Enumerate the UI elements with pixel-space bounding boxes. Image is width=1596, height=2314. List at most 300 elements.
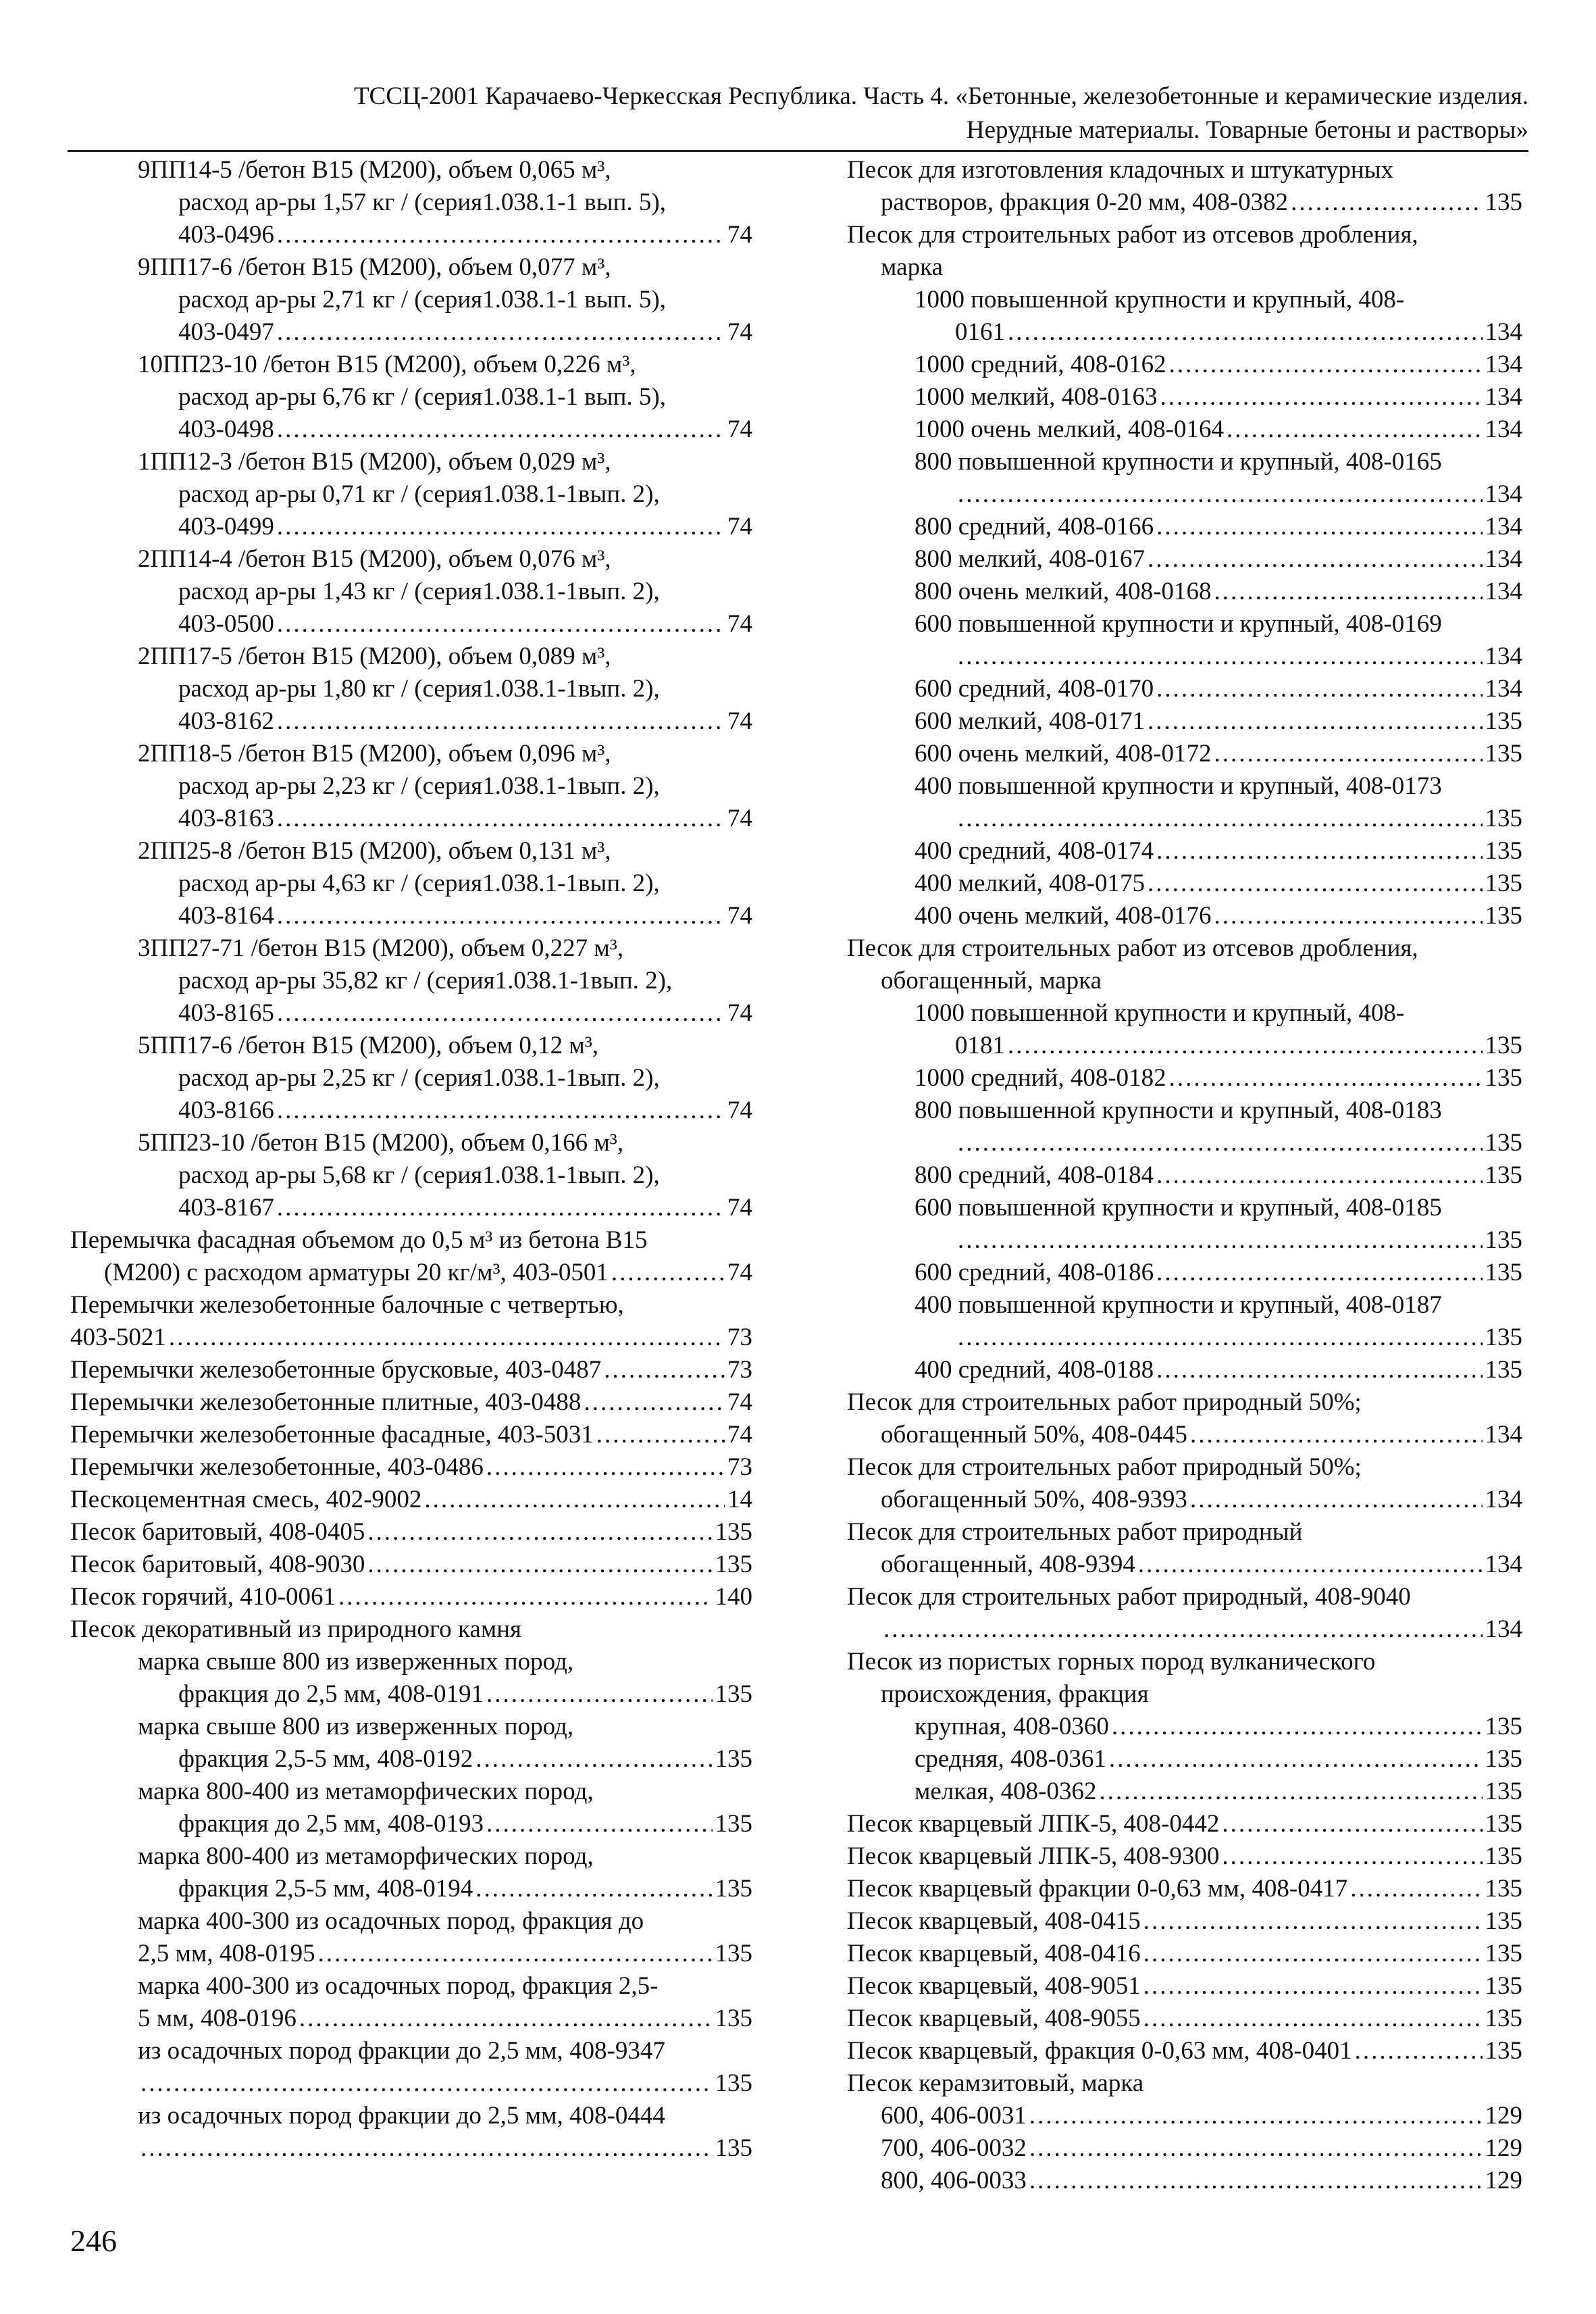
dot-leader: [277, 316, 725, 349]
dot-leader: [1214, 576, 1482, 608]
entry-text: 403-8166: [178, 1097, 274, 1124]
dot-leader: [486, 1808, 713, 1840]
entry-page-number: 135: [1485, 1713, 1522, 1740]
index-entry: [70, 1613, 752, 1646]
index-entry: [847, 2165, 1522, 2197]
entry-text: Песок кварцевый, фракция 0-0,63 мм, 408-0401: [847, 2037, 1352, 2065]
entry-text: обогащенный, марка: [881, 967, 1102, 995]
index-entry: [847, 1289, 1522, 1322]
dot-leader: [1160, 381, 1482, 413]
index-entry: [70, 1354, 752, 1386]
entry-page-number: 134: [1485, 318, 1522, 346]
entry-text: 10ПП23-10 /бетон В15 (М200), объем 0,226 м³,: [138, 351, 636, 378]
index-column-left: [70, 154, 752, 2165]
entry-page-number: 134: [1485, 416, 1522, 443]
dot-leader: [367, 1516, 712, 1549]
entry-page-number: 135: [715, 2005, 752, 2032]
entry-text: расход ар-ры 1,80 кг / (серия1.038.1-1вып. 2),: [178, 675, 660, 703]
entry-page-number: 73: [727, 1324, 752, 1351]
index-entry: [70, 511, 752, 543]
entry-text: фракция 2,5-5 мм, 408-0194: [178, 1875, 473, 1903]
entry-page-number: 135: [1485, 1810, 1522, 1838]
entry-text: 403-8165: [178, 999, 274, 1027]
index-entry: [847, 413, 1522, 446]
page-number: 246: [70, 2223, 117, 2258]
entry-page-number: 129: [1485, 2167, 1522, 2194]
index-entry: [70, 803, 752, 835]
entry-text: обогащенный, 408-9394: [881, 1551, 1135, 1578]
dot-leader: [169, 1322, 725, 1354]
dot-leader: [1156, 511, 1482, 543]
entry-text: марка свыше 800 из изверженных пород,: [138, 1648, 574, 1676]
entry-page-number: 74: [727, 805, 752, 832]
index-entry: [847, 478, 1522, 511]
entry-text: Песок кварцевый ЛПК-5, 408-9300: [847, 1842, 1220, 1870]
dot-leader: [1222, 1808, 1482, 1840]
dot-leader: [1143, 1905, 1483, 1938]
entry-page-number: 135: [1485, 1940, 1522, 1967]
dot-leader: [1169, 1062, 1483, 1095]
dot-leader: [584, 1386, 725, 1419]
index-entry: [847, 1159, 1522, 1192]
entry-page-number: 135: [715, 1551, 752, 1578]
index-entry: [70, 1386, 752, 1419]
entry-text: 2ПП25-8 /бетон В15 (М200), объем 0,131 м³,: [138, 837, 611, 865]
entry-text: Песок для строительных работ природный 50%;: [847, 1388, 1362, 1416]
entry-page-number: 73: [727, 1453, 752, 1481]
entry-text: 800 средний, 408-0184: [915, 1161, 1154, 1189]
entry-page-number: 135: [715, 1680, 752, 1708]
index-entry: [847, 1484, 1522, 1516]
entry-text: марка 400-300 из осадочных пород, фракция до: [138, 1907, 644, 1935]
entry-text: расход ар-ры 2,71 кг / (серия1.038.1-1 вып. 5),: [178, 286, 666, 313]
index-entry: [70, 543, 752, 576]
index-entry: [70, 2003, 752, 2035]
entry-text: 600 повышенной крупности и крупный, 408-0185: [915, 1194, 1442, 1222]
entry-text: 2ПП18-5 /бетон В15 (М200), объем 0,096 м³,: [138, 740, 611, 768]
index-column-right: [847, 154, 1522, 2197]
dot-leader: [958, 1224, 1483, 1257]
entry-page-number: 74: [727, 1259, 752, 1286]
entry-text: 403-8167: [178, 1194, 274, 1222]
entry-text: Перемычки железобетонные, 403-0486: [70, 1453, 484, 1481]
entry-text: Перемычки железобетонные брусковые, 403-0487: [70, 1356, 602, 1384]
entry-text: 1000 средний, 408-0162: [915, 351, 1166, 378]
entry-text: 400 повышенной крупности и крупный, 408-0187: [915, 1291, 1442, 1319]
entry-page-number: 135: [1485, 1259, 1522, 1286]
entry-text: Песок кварцевый ЛПК-5, 408-0442: [847, 1810, 1220, 1838]
dot-leader: [486, 1451, 725, 1484]
index-entry: [847, 251, 1522, 284]
entry-text: 800 мелкий, 408-0167: [915, 545, 1145, 573]
index-entry: [847, 349, 1522, 381]
entry-page-number: 135: [1485, 1324, 1522, 1351]
index-entry: [847, 1873, 1522, 1905]
index-entry: [70, 1289, 752, 1322]
dot-leader: [318, 1938, 713, 1970]
dot-leader: [277, 511, 725, 543]
entry-text: обогащенный 50%, 408-0445: [881, 1421, 1187, 1449]
entry-text: 400 очень мелкий, 408-0176: [915, 902, 1212, 930]
entry-page-number: 135: [715, 2069, 752, 2097]
index-entry: [847, 1646, 1522, 1678]
entry-text: 400 мелкий, 408-0175: [915, 870, 1145, 897]
dot-leader: [1222, 1840, 1482, 1873]
entry-page-number: 135: [1485, 902, 1522, 930]
index-entry: [70, 1938, 752, 1970]
entry-page-number: 135: [1485, 1064, 1522, 1092]
index-entry: [70, 1549, 752, 1581]
index-entry: [847, 1613, 1522, 1646]
dot-leader: [277, 705, 725, 738]
index-entry: [70, 640, 752, 673]
entry-text: Перемычка фасадная объемом до 0,5 м³ из бетона В15: [70, 1226, 648, 1254]
entry-text: расход ар-ры 2,25 кг / (серия1.038.1-1вып. 2),: [178, 1064, 660, 1092]
index-entry: [70, 1030, 752, 1062]
entry-text: 3ПП27-71 /бетон В15 (М200), объем 0,227 м³,: [138, 934, 624, 962]
entry-page-number: 134: [1485, 1421, 1522, 1449]
entry-text: средняя, 408-0361: [915, 1745, 1106, 1773]
entry-page-number: 135: [1485, 1842, 1522, 1870]
dot-leader: [958, 640, 1483, 673]
entry-text: 600 средний, 408-0186: [915, 1259, 1154, 1286]
entry-page-number: 140: [715, 1583, 752, 1611]
dot-leader: [1227, 413, 1483, 446]
dot-leader: [1008, 316, 1483, 349]
index-entry: [847, 316, 1522, 349]
index-entry: [847, 1322, 1522, 1354]
entry-page-number: 135: [1485, 1907, 1522, 1935]
entry-text: Песок для строительных работ природный: [847, 1518, 1303, 1546]
dot-leader: [1190, 1484, 1483, 1516]
entry-page-number: 135: [1485, 1745, 1522, 1773]
index-entry: [847, 867, 1522, 900]
index-entry: [847, 997, 1522, 1030]
dot-leader: [277, 900, 725, 932]
entry-text: 5ПП23-10 /бетон В15 (М200), объем 0,166 м³,: [138, 1129, 624, 1157]
index-entry: [70, 2035, 752, 2067]
index-entry: [70, 1970, 752, 2003]
index-entry: [847, 2067, 1522, 2100]
index-entry: [847, 1743, 1522, 1776]
entry-page-number: 74: [727, 221, 752, 249]
index-entry: [70, 1840, 752, 1873]
entry-text: 2ПП14-4 /бетон В15 (М200), объем 0,076 м³,: [138, 545, 611, 573]
dot-leader: [475, 1743, 712, 1776]
dot-leader: [486, 1678, 713, 1711]
entry-page-number: 134: [1485, 480, 1522, 508]
entry-page-number: 134: [1485, 643, 1522, 670]
dot-leader: [1148, 543, 1483, 576]
entry-page-number: 14: [727, 1486, 752, 1513]
entry-text: 800 средний, 408-0166: [915, 513, 1154, 540]
entry-text: 2,5 мм, 408-0195: [138, 1940, 315, 1967]
index-entry: [847, 219, 1522, 251]
entry-text: расход ар-ры 4,63 кг / (серия1.038.1-1вып. 2),: [178, 870, 660, 897]
entry-page-number: 134: [1485, 1551, 1522, 1578]
index-entry: [847, 1581, 1522, 1613]
header-line-1: ТССЦ-2001 Карачаево-Черкесская Республика. Часть 4. «Бетонные, железобетонные и керамические изделия.: [353, 82, 1528, 110]
entry-page-number: 74: [727, 1421, 752, 1449]
entry-page-number: 135: [1485, 740, 1522, 768]
entry-page-number: 135: [1485, 707, 1522, 735]
entry-page-number: 135: [715, 2134, 752, 2162]
entry-text: 400 повышенной крупности и крупный, 408-0173: [915, 772, 1442, 800]
entry-text: 5 мм, 408-0196: [138, 2005, 297, 2032]
entry-page-number: 129: [1485, 2134, 1522, 2162]
index-entry: [70, 1257, 752, 1289]
entry-page-number: 134: [1485, 513, 1522, 540]
index-entry: [847, 1030, 1522, 1062]
entry-text: 1000 средний, 408-0182: [915, 1064, 1166, 1092]
index-entry: [847, 673, 1522, 705]
entry-page-number: 135: [1485, 1226, 1522, 1254]
index-entry: [70, 251, 752, 284]
index-entry: [70, 1678, 752, 1711]
entry-text: Песок кварцевый, 408-0416: [847, 1940, 1141, 1967]
entry-text: Перемычки железобетонные плитные, 403-0488: [70, 1388, 582, 1416]
entry-page-number: 74: [727, 902, 752, 930]
entry-text: 1000 повышенной крупности и крупный, 408-: [915, 999, 1405, 1027]
dot-leader: [883, 1613, 1483, 1646]
index-entry: [70, 1159, 752, 1192]
dot-leader: [424, 1484, 725, 1516]
index-entry: [70, 770, 752, 803]
dot-leader: [1143, 2003, 1483, 2035]
entry-text: 403-0498: [178, 416, 274, 443]
entry-text: Песок кварцевый фракции 0-0,63 мм, 408-0417: [847, 1875, 1348, 1903]
entry-text: (М200) с расходом арматуры 20 кг/м³, 403-0501: [104, 1259, 609, 1286]
index-entry: [847, 1711, 1522, 1743]
entry-text: крупная, 408-0360: [915, 1713, 1109, 1740]
entry-text: марка 400-300 из осадочных пород, фракция 2,5-: [138, 1972, 659, 2000]
index-entry: [70, 1062, 752, 1095]
index-entry: [70, 608, 752, 640]
index-entry: [70, 2132, 752, 2165]
dot-leader: [277, 413, 725, 446]
entry-page-number: 135: [1485, 2005, 1522, 2032]
index-entry: [70, 1905, 752, 1938]
index-entry: [70, 835, 752, 867]
index-entry: [847, 186, 1522, 219]
index-entry: [847, 2100, 1522, 2132]
dot-leader: [1029, 2100, 1483, 2132]
header-rule: [68, 150, 1528, 152]
index-entry: [70, 1646, 752, 1678]
index-entry: [847, 803, 1522, 835]
entry-page-number: 74: [727, 707, 752, 735]
dot-leader: [611, 1257, 725, 1289]
dot-leader: [277, 1192, 725, 1224]
index-entry: [847, 2035, 1522, 2067]
entry-page-number: 135: [1485, 2037, 1522, 2065]
entry-text: 2ПП17-5 /бетон В15 (М200), объем 0,089 м³,: [138, 643, 611, 670]
entry-text: 1000 мелкий, 408-0163: [915, 383, 1158, 411]
index-entry: [847, 543, 1522, 576]
dot-leader: [277, 997, 725, 1030]
entry-text: 600, 406-0031: [881, 2102, 1027, 2130]
entry-text: растворов, фракция 0-20 мм, 408-0382: [881, 188, 1289, 216]
dot-leader: [1190, 1419, 1483, 1451]
entry-text: фракция до 2,5 мм, 408-0191: [178, 1680, 484, 1708]
entry-text: Песок кварцевый, 408-0415: [847, 1907, 1141, 1935]
dot-leader: [1143, 1938, 1483, 1970]
entry-page-number: 74: [727, 1194, 752, 1222]
entry-text: 403-8162: [178, 707, 274, 735]
entry-page-number: 74: [727, 999, 752, 1027]
entry-text: Песок керамзитовый, марка: [847, 2069, 1144, 2097]
entry-text: Песок из пористых горных пород вулканического: [847, 1648, 1376, 1676]
entry-page-number: 134: [1485, 383, 1522, 411]
index-entry: [70, 1581, 752, 1613]
index-entry: [847, 1095, 1522, 1127]
entry-text: Песок для строительных работ из отсевов дробления,: [847, 221, 1418, 249]
entry-text: марка: [881, 253, 943, 281]
index-entry: [847, 1549, 1522, 1581]
index-entry: [847, 1678, 1522, 1711]
entry-text: 0161: [955, 318, 1005, 346]
dot-leader: [475, 1873, 712, 1905]
entry-page-number: 134: [1485, 351, 1522, 378]
dot-leader: [1156, 835, 1482, 867]
entry-text: марка 800-400 из метаморфических пород,: [138, 1842, 594, 1870]
dot-leader: [1214, 900, 1482, 932]
entry-text: Песок для строительных работ природный, 408-9040: [847, 1583, 1411, 1611]
entry-text: расход ар-ры 6,76 кг / (серия1.038.1-1 вып. 5),: [178, 383, 666, 411]
index-entry: [847, 284, 1522, 316]
dot-leader: [1029, 2165, 1483, 2197]
index-entry: [847, 1192, 1522, 1224]
entry-text: 0181: [955, 1032, 1005, 1059]
entry-text: фракция до 2,5 мм, 408-0193: [178, 1810, 484, 1838]
entry-page-number: 135: [715, 1810, 752, 1838]
index-entry: [847, 608, 1522, 640]
index-entry: [847, 1127, 1522, 1159]
index-entry: [847, 1516, 1522, 1549]
entry-text: расход ар-ры 1,43 кг / (серия1.038.1-1вып. 2),: [178, 578, 660, 605]
entry-text: 700, 406-0032: [881, 2134, 1027, 2162]
entry-text: марка 800-400 из метаморфических пород,: [138, 1778, 594, 1805]
entry-page-number: 135: [715, 1518, 752, 1546]
index-entry: [70, 1224, 752, 1257]
entry-page-number: 135: [1485, 1778, 1522, 1805]
entry-page-number: 135: [715, 1875, 752, 1903]
entry-text: происхождения, фракция: [881, 1680, 1149, 1708]
entry-text: 600 мелкий, 408-0171: [915, 707, 1145, 735]
entry-page-number: 134: [1485, 1615, 1522, 1643]
index-entry: [70, 349, 752, 381]
index-entry: [70, 705, 752, 738]
index-entry: [847, 1062, 1522, 1095]
dot-leader: [277, 219, 725, 251]
index-entry: [70, 1711, 752, 1743]
entry-page-number: 74: [727, 1388, 752, 1416]
entry-text: Песок баритовый, 408-0405: [70, 1518, 365, 1546]
index-entry: [70, 738, 752, 770]
entry-page-number: 74: [727, 318, 752, 346]
index-entry: [847, 1386, 1522, 1419]
entry-text: Перемычки железобетонные фасадные, 403-5031: [70, 1421, 594, 1449]
entry-page-number: 134: [1485, 675, 1522, 703]
entry-text: расход ар-ры 2,23 кг / (серия1.038.1-1вып. 2),: [178, 772, 660, 800]
index-entry: [70, 1484, 752, 1516]
entry-text: 1000 очень мелкий, 408-0164: [915, 416, 1224, 443]
index-entry: [70, 1095, 752, 1127]
entry-page-number: 135: [1485, 1161, 1522, 1189]
index-entry: [847, 1808, 1522, 1840]
entry-text: 5ПП17-6 /бетон В15 (М200), объем 0,12 м³,: [138, 1032, 599, 1059]
index-entry: [847, 640, 1522, 673]
entry-text: 9ПП17-6 /бетон В15 (М200), объем 0,077 м³,: [138, 253, 611, 281]
dot-leader: [958, 803, 1483, 835]
index-entry: [70, 316, 752, 349]
entry-text: 800, 406-0033: [881, 2167, 1027, 2194]
entry-text: 403-8163: [178, 805, 274, 832]
index-entry: [70, 1873, 752, 1905]
entry-page-number: 135: [715, 1745, 752, 1773]
index-entry: [70, 1322, 752, 1354]
entry-text: расход ар-ры 5,68 кг / (серия1.038.1-1вып. 2),: [178, 1161, 660, 1189]
entry-text: 403-8164: [178, 902, 274, 930]
entry-text: 400 средний, 408-0174: [915, 837, 1154, 865]
entry-page-number: 74: [727, 1097, 752, 1124]
index-entry: [70, 900, 752, 932]
index-entry: [70, 1127, 752, 1159]
index-entry: [847, 1938, 1522, 1970]
entry-page-number: 73: [727, 1356, 752, 1384]
entry-text: 403-0499: [178, 513, 274, 540]
entry-page-number: 134: [1485, 578, 1522, 605]
dot-leader: [1350, 1873, 1482, 1905]
index-entry: [847, 511, 1522, 543]
index-entry: [70, 1743, 752, 1776]
entry-page-number: 135: [1485, 1356, 1522, 1384]
index-entry: [847, 932, 1522, 965]
header-line-2: Нерудные материалы. Товарные бетоны и растворы»: [966, 116, 1528, 144]
entry-page-number: 135: [1485, 188, 1522, 216]
entry-text: 600 очень мелкий, 408-0172: [915, 740, 1212, 768]
index-entry: [70, 1516, 752, 1549]
dot-leader: [1143, 1970, 1483, 2003]
dot-leader: [277, 608, 725, 640]
entry-text: из осадочных пород фракции до 2,5 мм, 408-9347: [138, 2037, 665, 2065]
entry-text: Песок баритовый, 408-9030: [70, 1551, 365, 1578]
index-entry: [70, 154, 752, 186]
index-entry: [847, 965, 1522, 997]
index-entry: [847, 1451, 1522, 1484]
entry-text: 400 средний, 408-0188: [915, 1356, 1154, 1384]
entry-text: 9ПП14-5 /бетон В15 (М200), объем 0,065 м³,: [138, 156, 611, 184]
index-entry: [70, 965, 752, 997]
dot-leader: [1029, 2132, 1483, 2165]
dot-leader: [1112, 1711, 1483, 1743]
entry-text: обогащенный 50%, 408-9393: [881, 1486, 1187, 1513]
index-entry: [70, 186, 752, 219]
dot-leader: [140, 2132, 713, 2165]
entry-page-number: 135: [1485, 1972, 1522, 2000]
entry-page-number: 74: [727, 513, 752, 540]
index-entry: [847, 1776, 1522, 1808]
dot-leader: [1291, 186, 1482, 219]
entry-page-number: 135: [1485, 805, 1522, 832]
index-entry: [847, 738, 1522, 770]
entry-text: 800 повышенной крупности и крупный, 408-0165: [915, 448, 1442, 476]
index-entry: [847, 2003, 1522, 2035]
dot-leader: [1355, 2035, 1483, 2067]
entry-text: Пескоцементная смесь, 402-9002: [70, 1486, 422, 1513]
index-entry: [70, 1451, 752, 1484]
dot-leader: [299, 2003, 713, 2035]
